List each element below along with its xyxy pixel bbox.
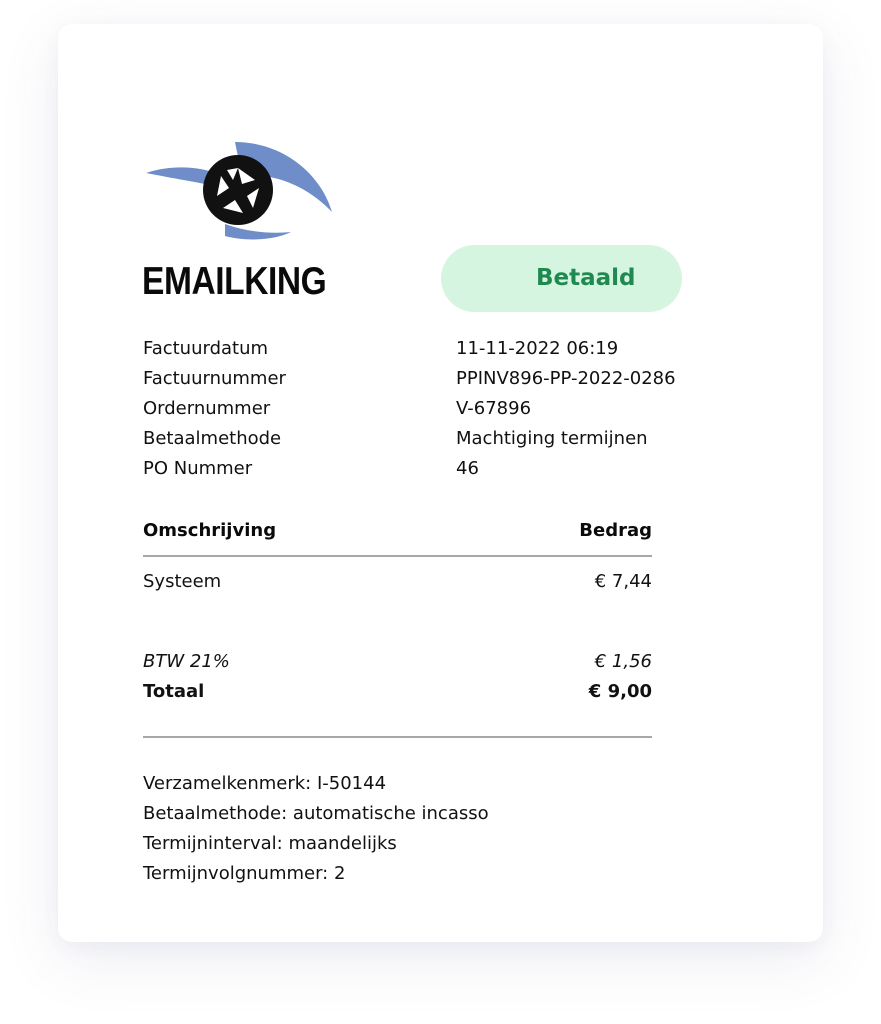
vat-label: BTW 21% (143, 651, 230, 672)
invoice-date-label: Factuurdatum (143, 338, 269, 359)
total-label: Totaal (143, 681, 205, 702)
total-divider (143, 736, 652, 738)
amount-header: Bedrag (579, 520, 652, 541)
header-divider (143, 555, 652, 557)
description-header: Omschrijving (143, 520, 277, 541)
order-number-value: V-67896 (456, 398, 532, 419)
total-amount: € 9,00 (588, 681, 652, 702)
invoice-number-value: PPINV896-PP-2022-0286 (456, 368, 676, 389)
status-badge-label: Betaald (536, 265, 636, 291)
payment-method-label: Betaalmethode (143, 428, 282, 449)
po-number-value: 46 (456, 458, 479, 479)
eye-shutter-logo-icon (143, 140, 335, 242)
table-row (143, 567, 652, 597)
vat-amount: € 1,56 (594, 651, 652, 672)
footer-line: Termijnvolgnummer: 2 (143, 863, 346, 884)
order-number-label: Ordernummer (143, 398, 271, 419)
vat-row (143, 647, 652, 677)
invoice-number-label: Factuurnummer (143, 368, 286, 389)
total-row (143, 677, 652, 707)
po-number-label: PO Nummer (143, 458, 253, 479)
payment-method-value: Machtiging termijnen (456, 428, 648, 449)
footer-line: Betaalmethode: automatische incasso (143, 803, 489, 824)
footer-line: Verzamelkenmerk: I-50144 (143, 773, 387, 794)
item-amount: € 7,44 (594, 571, 652, 592)
brand-name: EMAILKING (142, 260, 327, 303)
footer-line: Termijninterval: maandelijks (143, 833, 397, 854)
invoice-date-value: 11-11-2022 06:19 (456, 338, 619, 359)
status-badge (441, 245, 682, 312)
item-description: Systeem (143, 571, 222, 592)
